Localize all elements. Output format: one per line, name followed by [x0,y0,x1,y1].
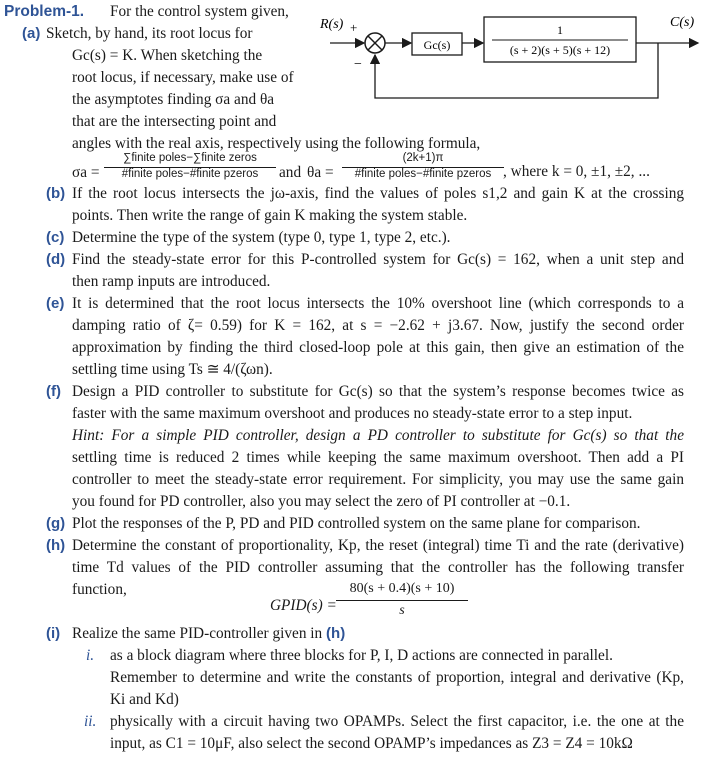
plant-numerator: 1 [557,23,563,37]
part-a-line-5: that are the intersecting point and [72,113,277,130]
part-i-reference: (h) [326,625,346,642]
part-e-label: (e) [46,295,65,312]
sub-i-label: i. [86,647,95,664]
part-d-line-2: then ramp inputs are introduced. [72,273,271,290]
part-f-line-1: Design a PID controller to substitute for Gc(s) so that the system’s response becomes twice as [72,383,684,400]
part-f-line-6: you found for PD controller, also you may select the zero of PI controller at −0.1. [72,493,571,510]
part-f-line-4: settling time is reduced 2 times while keeping the same maximum overshoot. Then add a PI [72,449,684,466]
part-b-line-1: If the root locus intersects the jω-axis, find the values of poles s1,2 and gain K at the crossing [72,185,684,202]
sigma-lhs: σa = [72,164,100,181]
part-c-label: (c) [46,229,65,246]
where-text: , where k = 0, ±1, ±2, ... [503,163,650,180]
sub-i-line-1: as a block diagram where three blocks for P, I, D actions are connected in parallel. [110,647,613,664]
part-h-line-1: Determine the constant of proportionality, Kp, the reset (integral) time Ti and the rate (derivative) [72,537,684,554]
part-b-label: (b) [46,185,66,202]
block-diagram [300,0,715,110]
part-f-line-2: faster with the same maximum overshoot and produces no steady-state error to a step input. [72,405,633,422]
sub-ii-line-1: physically with a circuit having two OPAMPs. Select the first capacitor, i.e. the one at the [110,713,684,730]
plus-sign: + [350,20,358,35]
theta-lhs: θa = [307,164,334,181]
sub-i-line-3: Ki and Kd) [110,691,179,708]
part-e-line-4: settling time using Ts ≅ 4/(ζωn). [72,361,273,378]
sub-ii-label: ii. [84,713,97,730]
part-f-line-5: controller to meet the steady-state error requirement. For simplicity, you may use the same gain [72,471,684,488]
part-h-line-2: time Td values of the PID controller assuming that the controller has the following transfer [72,559,684,576]
part-e-line-1: It is determined that the root locus intersects the 10% overshoot line (which corresponds to a [72,295,684,312]
part-i-text [72,624,345,644]
intro-text: For the control system given, [110,3,289,20]
part-e-line-3: approximation by finding the third closed-loop pole at this gain, then give an estimation of the [72,339,684,356]
theta-denominator: #finite poles−#finite pzeros [354,168,492,180]
part-g-label: (g) [46,515,66,532]
part-d-label: (d) [46,251,66,268]
part-d-line-1: Find the steady-state error for this P-controlled system for Gc(s) = 162, when a unit step and [72,251,684,268]
pid-eq-lhs: GPID(s) = [270,597,337,614]
pid-eq-denominator: s [399,603,405,618]
theta-numerator: (2k+1)π [402,152,444,164]
sigma-denominator: #finite poles−#finite pzeros [121,168,259,180]
part-h-line-3: function, [72,581,127,598]
part-g-line-1: Plot the responses of the P, PD and PID controlled system on the same plane for comparison. [72,515,641,532]
input-label: R(s) [320,17,344,32]
part-a-label: (a) [22,25,41,42]
sub-ii-line-2: input, as C1 = 10μF, also select the second OPAMP’s impedances as Z3 = Z4 = 10kΩ [110,735,633,752]
part-h-label: (h) [46,537,66,554]
part-a-line-3: root locus, if necessary, make use of [72,69,294,86]
pid-eq-fraction-line [336,600,468,601]
controller-label: Gc(s) [423,38,451,52]
part-a-line-4: the asymptotes finding σa and θa [72,91,275,108]
plant-denominator: (s + 2)(s + 5)(s + 12) [509,43,611,57]
part-i-intro: Realize the same PID-controller given in [72,625,323,642]
part-e-line-2: damping ratio of ζ= 0.59) for K = 162, at s = −2.62 + j3.67. Now, justify the second order [72,317,684,334]
minus-sign: − [354,57,362,72]
output-label: C(s) [670,15,695,30]
part-a-line-6: angles with the real axis, respectively using the following formula, [72,135,481,152]
part-f-label: (f) [46,383,61,400]
part-f-line-3: Hint: For a simple PID controller, design a PD controller to substitute for Gc(s) so that the [72,427,684,444]
part-a-line-2: Gc(s) = K. When sketching the [72,47,263,64]
part-a-line-1: Sketch, by hand, its root locus for [46,25,253,42]
problem-title: Problem-1. [4,3,85,20]
part-c-line-1: Determine the type of the system (type 0, type 1, type 2, etc.). [72,229,451,246]
pid-eq-numerator: 80(s + 0.4)(s + 10) [349,581,455,596]
and-text: and [279,164,302,181]
sigma-numerator: ∑finite poles−∑finite zeros [123,152,257,164]
part-i-label: (i) [46,625,61,642]
sub-i-line-2: Remember to determine and write the constants of proportion, integral and derivative (Kp, [110,669,684,686]
summing-junction [365,33,385,53]
part-b-line-2: points. Then write the range of gain K making the system stable. [72,207,468,224]
